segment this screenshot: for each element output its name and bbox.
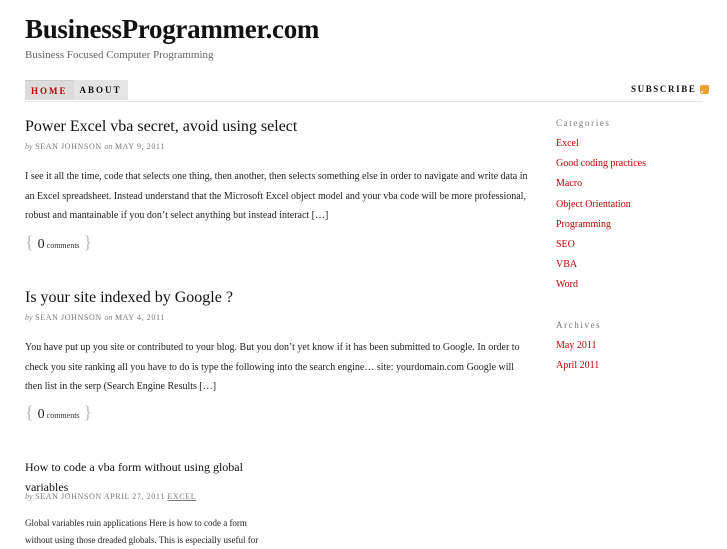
subscribe-label: SUBSCRIBE xyxy=(631,84,697,94)
byline-on: on xyxy=(104,142,113,151)
category-link-word[interactable]: Word xyxy=(556,279,578,291)
category-link-seo[interactable]: SEO xyxy=(556,239,575,251)
brace-close-icon: } xyxy=(83,402,93,422)
archive-link-may-2011[interactable]: May 2011 xyxy=(556,340,597,351)
nav-about[interactable]: ABOUT xyxy=(74,80,128,100)
category-link-object-orientation[interactable]: Object Orientation xyxy=(556,198,631,210)
brace-open-icon: { xyxy=(25,402,34,422)
category-link-excel[interactable]: Excel xyxy=(556,138,579,149)
site-tagline: Business Focused Computer Programming xyxy=(25,49,214,61)
nav-home[interactable]: HOME xyxy=(25,80,74,100)
post-title[interactable]: Is your site indexed by Google ? xyxy=(25,289,233,306)
brace-open-icon: { xyxy=(25,232,34,252)
post-date: MAY 9, 2011 xyxy=(114,142,165,151)
comment-label[interactable]: comments xyxy=(46,411,80,420)
post-category[interactable]: EXCEL xyxy=(167,492,197,501)
category-link-good-coding[interactable]: Good coding practices xyxy=(556,158,646,170)
brace-close-icon: } xyxy=(83,232,93,252)
post-excerpt: You have put up you site or contributed to your blog. But you don’t yet know if it has been submitted to Google. In order to check you site ranking all you have to do is type the following into the search engine… site: yourdomain.com Google will then list in the serp (Search Engine Results […] xyxy=(25,342,520,392)
byline-by: by xyxy=(25,142,33,151)
post-date: MAY 4, 2011 xyxy=(114,313,165,322)
post-comments[interactable] xyxy=(25,402,92,423)
byline-by: by xyxy=(25,492,33,501)
rss-icon xyxy=(700,85,709,94)
categories-list xyxy=(556,134,646,296)
post-author[interactable]: SEAN JOHNSON xyxy=(35,492,102,501)
byline-by: by xyxy=(25,313,33,322)
post-author[interactable]: SEAN JOHNSON xyxy=(35,142,102,151)
category-link-macro[interactable]: Macro xyxy=(556,178,583,190)
post-comments[interactable] xyxy=(25,232,92,253)
post-title[interactable]: How to code a vba form without using global variables xyxy=(25,460,243,494)
comment-label[interactable]: comments xyxy=(46,241,80,250)
post-author[interactable]: SEAN JOHNSON xyxy=(35,313,102,322)
subscribe-link[interactable] xyxy=(631,84,709,94)
category-link-vba[interactable]: VBA xyxy=(556,259,578,271)
comment-count[interactable]: 0 xyxy=(37,407,45,422)
categories-heading: Categories xyxy=(556,118,611,128)
post-byline xyxy=(25,313,165,322)
post-date: APRIL 27, 2011 xyxy=(103,492,165,501)
post-excerpt: I see it all the time, code that selects one thing, then another, then selects something else in order to navigate and write data in an Excel spreadsheet. Instead understand that the Microsoft Excel object model and your vba code will be more professional, robust and mantainable if you don’t select anything but instead interact […] xyxy=(25,171,528,221)
post-title[interactable]: Power Excel vba secret, avoid using select xyxy=(25,118,298,135)
post-excerpt: Global variables ruin applications Here is how to code a form without using those dreaded globals. This is especially useful for xyxy=(25,518,259,545)
post-byline xyxy=(25,492,196,501)
archives-list xyxy=(556,336,599,376)
archive-link-april-2011[interactable]: April 2011 xyxy=(556,360,600,372)
comment-count[interactable]: 0 xyxy=(37,237,45,252)
archives-heading: Archives xyxy=(556,320,602,330)
byline-on: on xyxy=(104,313,113,322)
category-link-programming[interactable]: Programming xyxy=(556,218,611,230)
header-divider xyxy=(25,101,703,102)
site-title[interactable]: BusinessProgrammer.com xyxy=(25,14,320,44)
main-nav xyxy=(25,80,128,100)
post-byline xyxy=(25,142,165,151)
